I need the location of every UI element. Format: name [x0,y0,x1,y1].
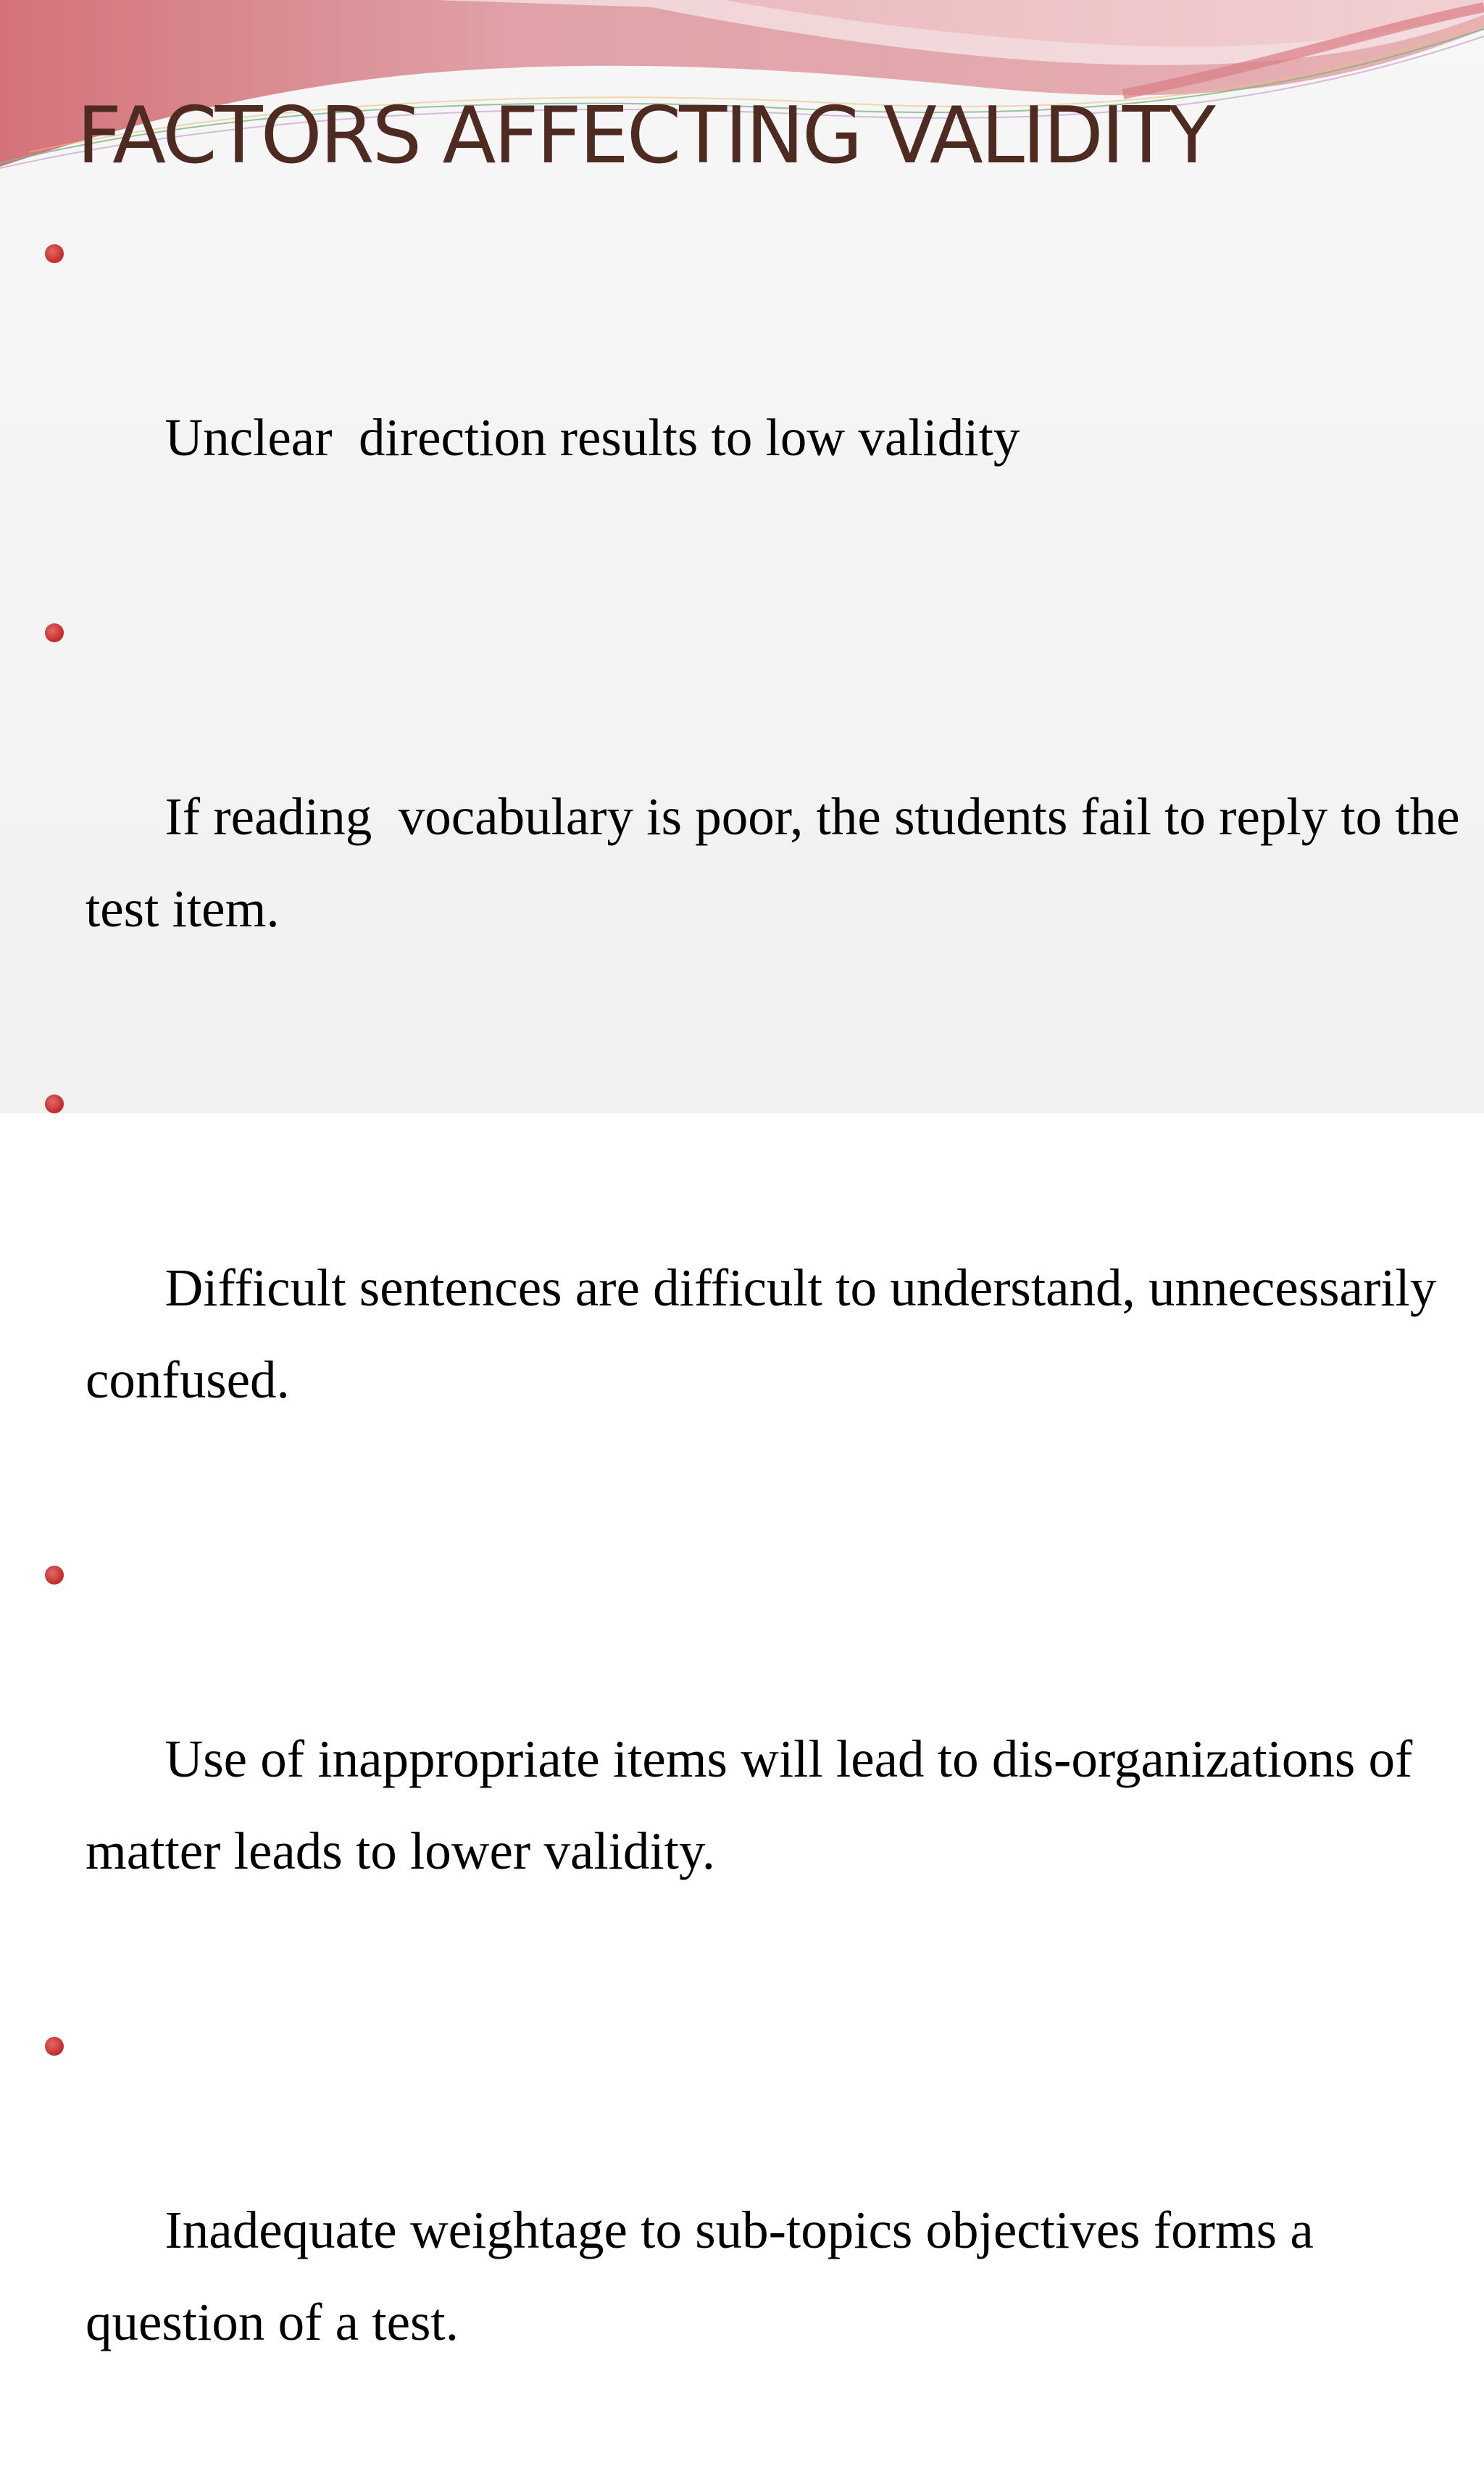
bullet-text: Inadequate weightage to sub-topics objectives forms a question of a test. [86,2201,1327,2351]
bullet-dot-icon [45,2037,64,2056]
bullet-text: If reading vocabulary is poor, the students fail to reply to the test item. [86,787,1473,938]
bullet-item [43,207,1464,576]
bullet-text: Difficult sentences are difficult to understand, unnecessarily confused. [86,1258,1450,1409]
bullet-dot-icon [45,244,64,263]
slide-title: FACTORS AFFECTING VALIDITY [77,91,1214,181]
bullet-text: Use of inappropriate items will lead to dis-organizations of matter leads to lower validity. [86,1729,1426,1880]
bullet-item [43,1058,1464,1518]
bullet-item [43,2000,1464,2460]
bullet-dot-icon [45,1095,64,1113]
bullet-list [43,207,1473,2471]
bullet-item [43,1529,1464,1989]
bullet-text: Unclear direction results to low validity [164,408,1020,467]
bullet-dot-icon [45,1566,64,1585]
bullet-item [43,586,1473,1047]
bullet-dot-icon [45,623,64,642]
